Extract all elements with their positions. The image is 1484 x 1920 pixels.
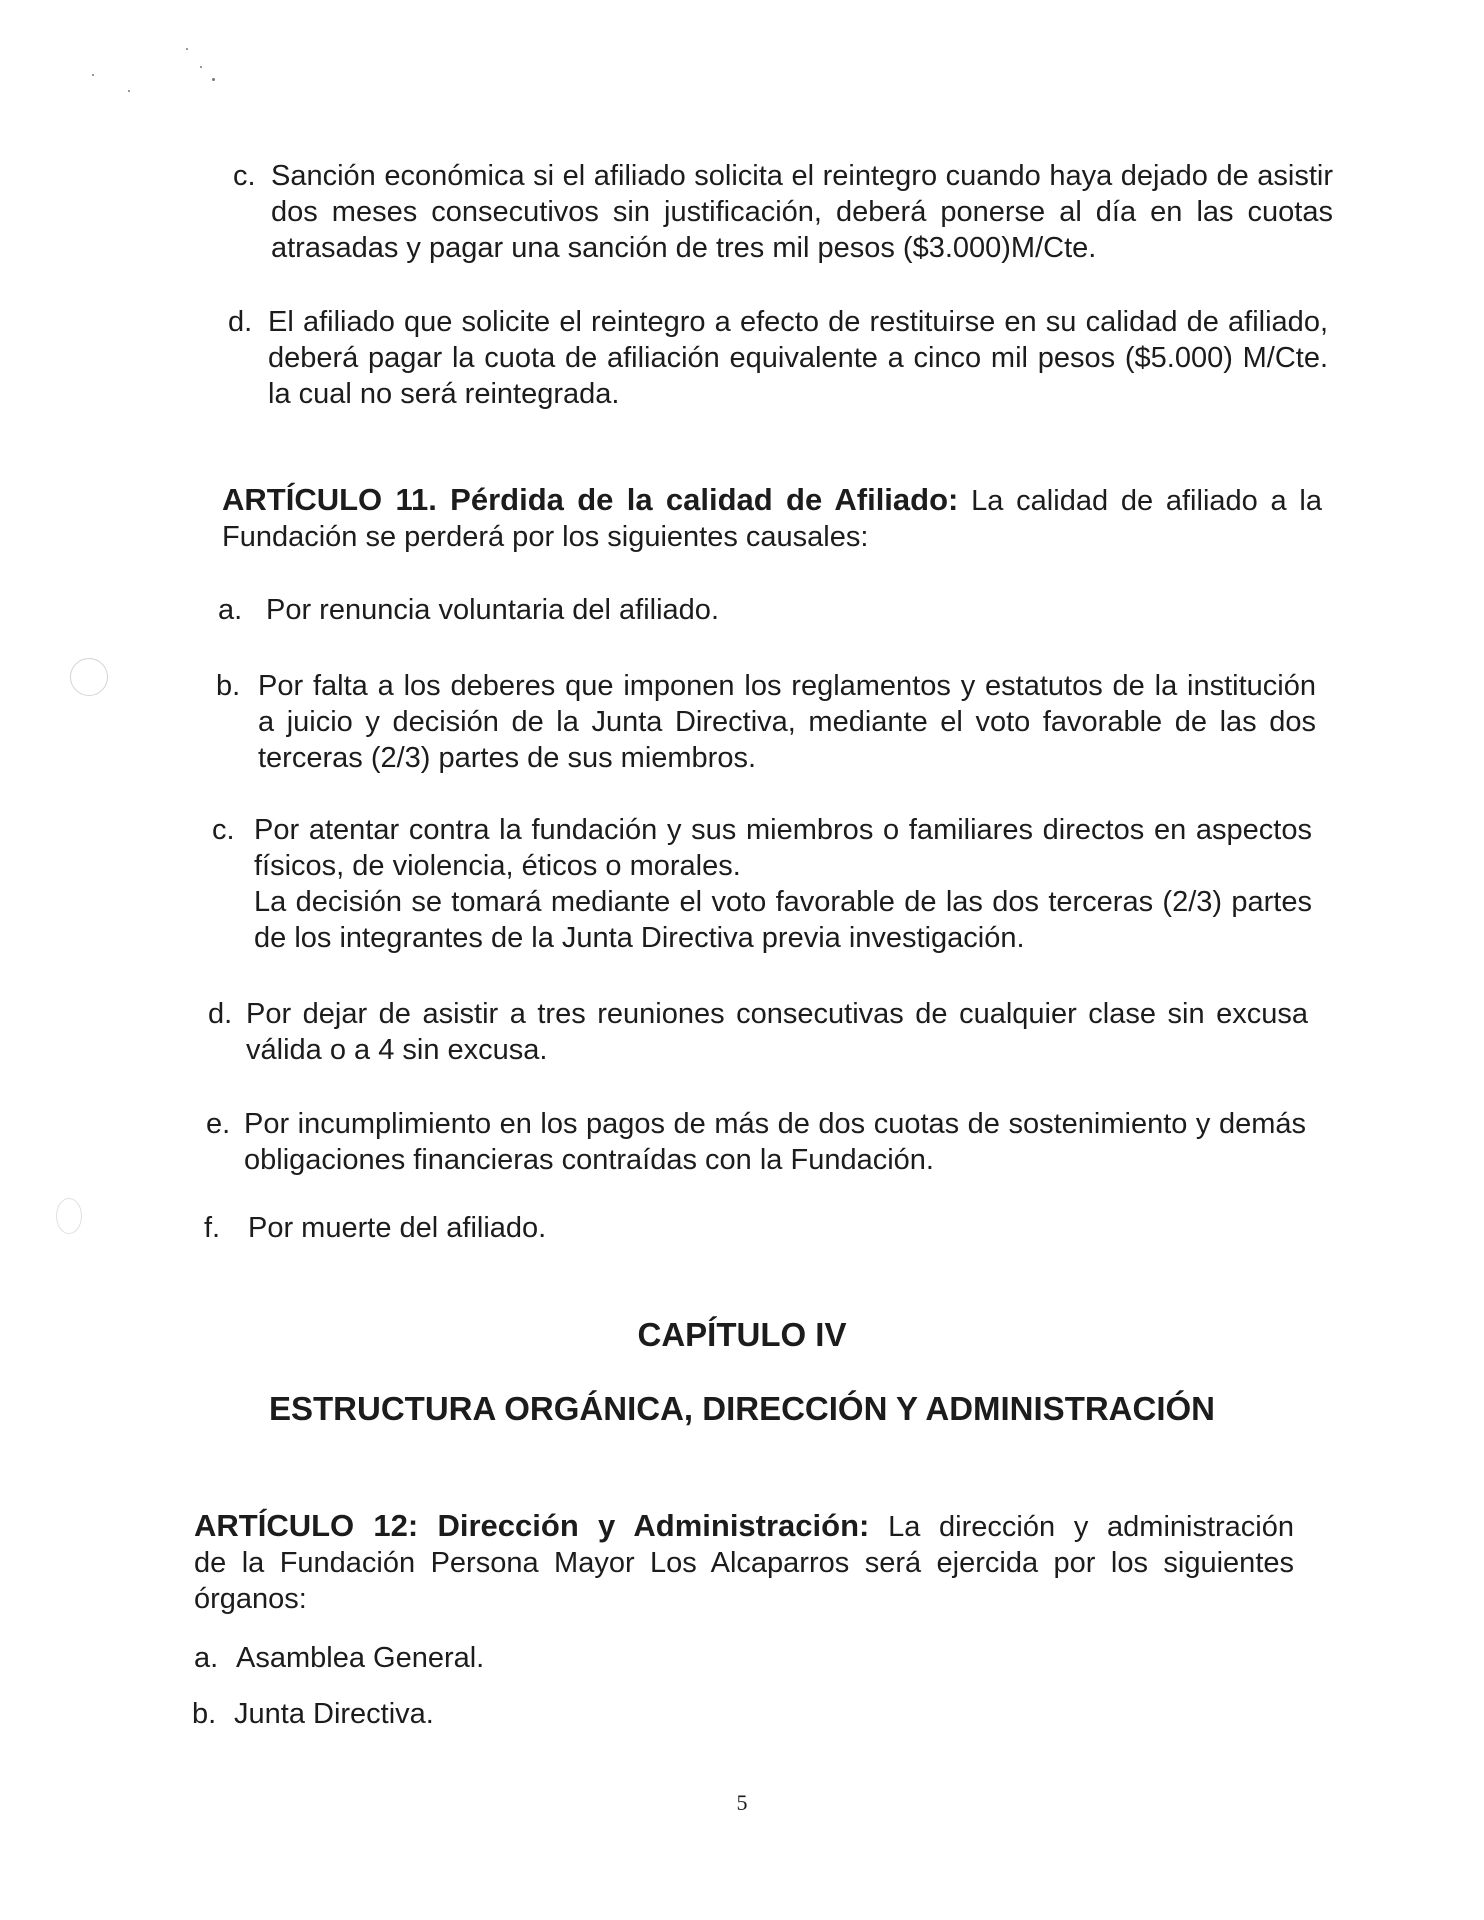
list-marker: f. — [204, 1212, 221, 1244]
article-12-title: ARTÍCULO 12: Dirección y Administración: — [194, 1508, 870, 1543]
article-11-paragraph — [222, 482, 1322, 555]
list-marker: a. — [218, 594, 243, 626]
list-item — [228, 304, 1328, 412]
list-item — [233, 158, 1333, 266]
list-item-text: Por falta a los deberes que imponen los reglamentos y estatutos de la institución a juicio y decisión de la Junta Directiva, mediante el voto favorable de las dos terceras (2/3) partes de sus miembros. — [258, 670, 1316, 774]
list-item — [208, 996, 1308, 1068]
list-item-text: Por muerte del afiliado. — [248, 1212, 547, 1244]
chapter-number: CAPÍTULO IV — [637, 1316, 847, 1353]
list-marker: d. — [228, 306, 253, 338]
list-item-text: Sanción económica si el afiliado solicita el reintegro cuando haya dejado de asistir dos meses consecutivos sin justificación, deberá ponerse al día en las cuotas atrasadas y pagar una sanción de tres mil pesos ($3.000)M/Cte. — [271, 160, 1333, 264]
list-item — [192, 1696, 1292, 1732]
list-item-text: El afiliado que solicite el reintegro a efecto de restituirse en su calidad de afiliado, deberá pagar la cuota de afiliación equivalente a cinco mil pesos ($5.000) M/Cte. la cual no será reintegrada. — [268, 306, 1328, 410]
article-12-paragraph — [194, 1508, 1294, 1617]
scan-speck — [92, 74, 94, 76]
list-item — [212, 812, 1312, 956]
article-11-intro: La calidad de afiliado a la Fundación se perderá por los siguientes causales: — [222, 485, 1323, 553]
scan-speck — [186, 48, 188, 50]
list-item-text: Junta Directiva. — [234, 1698, 434, 1730]
list-marker: e. — [206, 1108, 231, 1140]
list-marker: d. — [208, 998, 233, 1030]
list-item — [194, 1640, 1294, 1676]
punch-hole-mark — [56, 1198, 82, 1234]
list-marker: c. — [233, 160, 256, 192]
scan-speck — [212, 78, 215, 81]
list-item — [204, 1210, 1304, 1246]
list-item-text: Por atentar contra la fundación y sus miembros o familiares directos en aspectos físicos, de violencia, éticos o morales. — [254, 814, 1312, 882]
list-item-text: Por renuncia voluntaria del afiliado. — [266, 594, 719, 626]
list-marker: b. — [192, 1698, 217, 1730]
article-12-intro: La dirección y administración de la Fundación Persona Mayor Los Alcaparros será ejercida por los siguientes órganos: — [194, 1511, 1294, 1615]
list-item — [206, 1106, 1306, 1178]
list-item — [218, 592, 1318, 628]
article-11-title: ARTÍCULO 11. Pérdida de la calidad de Afiliado: — [222, 482, 959, 517]
list-item-text: Por dejar de asistir a tres reuniones consecutivas de cualquier clase sin excusa válida o a 4 sin excusa. — [246, 998, 1308, 1066]
list-marker: b. — [216, 670, 241, 702]
list-item-text: Por incumplimiento en los pagos de más de dos cuotas de sostenimiento y demás obligaciones financieras contraídas con la Fundación. — [244, 1108, 1306, 1176]
scan-speck — [200, 66, 202, 68]
list-marker: a. — [194, 1642, 219, 1674]
page-number: 5 — [736, 1790, 748, 1815]
chapter-title: ESTRUCTURA ORGÁNICA, DIRECCIÓN Y ADMINISTRACIÓN — [268, 1390, 1216, 1427]
list-item-text: Asamblea General. — [236, 1642, 485, 1674]
list-marker: c. — [212, 814, 235, 846]
punch-hole-mark — [70, 658, 108, 696]
list-item-text-continued: La decisión se tomará mediante el voto favorable de las dos terceras (2/3) partes de los integrantes de la Junta Directiva previa investigación. — [254, 886, 1312, 954]
list-item — [216, 668, 1316, 776]
scan-speck — [128, 90, 130, 92]
